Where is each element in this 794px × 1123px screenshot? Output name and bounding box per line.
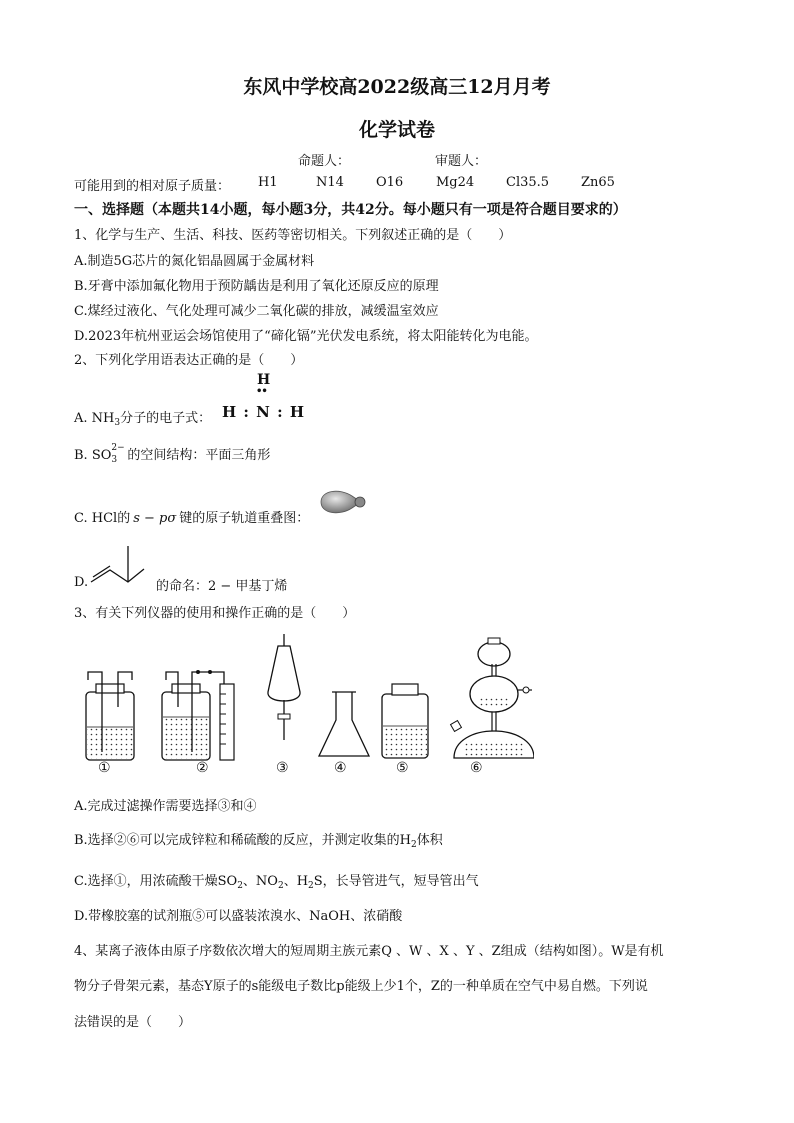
q3-option-a: A.完成过滤操作需要选择③和④ xyxy=(74,799,257,814)
section-heading: 一、选择题（本题共14小题，每小题3分，共42分。每小题只有一项是符合题目要求的） xyxy=(74,202,627,218)
apparatus-5-reagent-bottle xyxy=(382,684,428,758)
q3-c-mid1: 、NO xyxy=(242,874,278,889)
q3-b-text: B.选择②⑥可以完成锌粒和稀硫酸的反应，并测定收集的H xyxy=(74,833,412,848)
atomic-mass-cl: Cl35.5 xyxy=(506,175,550,190)
q3-c-sub3: 2 xyxy=(308,881,314,891)
q1-option-a: A.制造5G芯片的氮化铝晶圆属于金属材料 xyxy=(74,254,315,269)
q3-c-sub2: 2 xyxy=(277,881,284,891)
q1-option-d: D.2023年杭州亚运会场馆使用了“碲化镉”光伏发电系统，将太阳能转化为电能。 xyxy=(74,329,538,344)
apparatus-label-2: ② xyxy=(196,760,209,776)
q1-option-b: B.牙膏中添加氟化物用于预防龋齿是利用了氧化还原反应的原理 xyxy=(74,279,439,294)
atomic-mass-mg: Mg24 xyxy=(436,175,475,190)
atomic-masses-label: 可能用到的相对原子质量： xyxy=(74,179,231,194)
q2-b-formula: B. SO xyxy=(74,448,112,463)
q4-line-2: 物分子骨架元素，基态Y原子的s能级电子数比p能级上少1个，Z的一种单质在空气中易自燃。下列说 xyxy=(74,979,648,994)
q1-option-c: C.煤经过液化、气化处理可减少二氧化碳的排放，减缓温室效应 xyxy=(74,304,439,319)
q3-stem: 3、有关下列仪器的使用和操作正确的是（ ） xyxy=(74,606,356,621)
q2-b-subscript: 3 xyxy=(111,455,118,465)
q2-c-bond: s − pσ xyxy=(133,511,177,526)
q2-a-formula-prefix: A. NH xyxy=(74,411,115,426)
q3-option-d: D.带橡胶塞的试剂瓶⑤可以盛装浓溴水、NaOH、浓硝酸 xyxy=(74,909,403,924)
q3-b-tail: 体积 xyxy=(416,833,443,848)
q3-option-b xyxy=(74,829,443,850)
q2-stem: 2、下列化学用语表达正确的是（ ） xyxy=(74,353,304,368)
atomic-mass-n: N14 xyxy=(316,175,344,190)
apparatus-label-5: ⑤ xyxy=(396,760,409,776)
q2-c-prefix: C. HCl的 xyxy=(74,511,131,526)
apparatus-1-washing-bottle xyxy=(86,672,134,760)
q2-option-a xyxy=(74,407,211,428)
reviewer-label: 审题人： xyxy=(435,154,488,169)
q2-a-subscript: 3 xyxy=(114,418,121,428)
nh3-lone-pair: •• xyxy=(256,386,267,397)
orbital-overlap-diagram xyxy=(318,488,368,516)
apparatus-3-separatory-funnel xyxy=(268,634,300,740)
apparatus-4-conical-flask xyxy=(319,692,369,756)
q3-c-tail: S，长导管进气，短导管出气 xyxy=(313,874,479,889)
q1-stem: 1、化学与生产、生活、科技、医药等密切相关。下列叙述正确的是（ ） xyxy=(74,228,512,243)
apparatus-label-4: ④ xyxy=(334,760,347,776)
setter-label: 命题人： xyxy=(298,154,351,169)
q3-c-text: C.选择①，用浓硫酸干燥SO xyxy=(74,874,238,889)
atomic-mass-h: H1 xyxy=(258,175,278,190)
exam-title: 东风中学校高2022级高三12月月考 xyxy=(243,76,551,98)
q2-option-b xyxy=(74,444,270,463)
atomic-mass-zn: Zn65 xyxy=(581,175,615,190)
q2-c-text: 键的原子轨道重叠图： xyxy=(179,511,310,526)
q3-c-mid2: 、H xyxy=(283,874,309,889)
nh3-top-h: H xyxy=(257,372,271,388)
apparatus-label-3: ③ xyxy=(276,760,289,776)
apparatus-label-1: ① xyxy=(98,760,111,776)
methylbutene-skeletal-formula xyxy=(88,542,158,587)
q2-option-d-label: D. xyxy=(74,575,89,590)
q2-b-text: 的空间结构：平面三角形 xyxy=(127,448,271,463)
apparatus-2-bottle-cylinder xyxy=(162,670,234,760)
q2-option-c xyxy=(74,507,309,526)
q3-b-subscript: 2 xyxy=(411,840,417,850)
q3-option-c xyxy=(74,870,479,891)
subject-title: 化学试卷 xyxy=(358,119,435,141)
nh3-row: H : N : H xyxy=(222,403,306,421)
atomic-mass-o: O16 xyxy=(376,175,404,190)
q4-line-3: 法错误的是（ ） xyxy=(74,1015,192,1030)
q2-b-superscript: 2− xyxy=(111,443,125,453)
apparatus-figure xyxy=(74,632,534,780)
q2-option-d-text: 的命名：2 − 甲基丁烯 xyxy=(156,579,288,594)
apparatus-6-kipp-generator xyxy=(451,638,534,758)
q4-line-1: 4、某离子液体由原子序数依次增大的短周期主族元素Q 、W 、X 、Y 、Z组成（结构如图）。W是有机 xyxy=(74,944,664,959)
q3-c-sub1: 2 xyxy=(237,881,243,891)
apparatus-label-6: ⑥ xyxy=(470,760,483,776)
q2-a-text: 分子的电子式： xyxy=(120,411,212,426)
